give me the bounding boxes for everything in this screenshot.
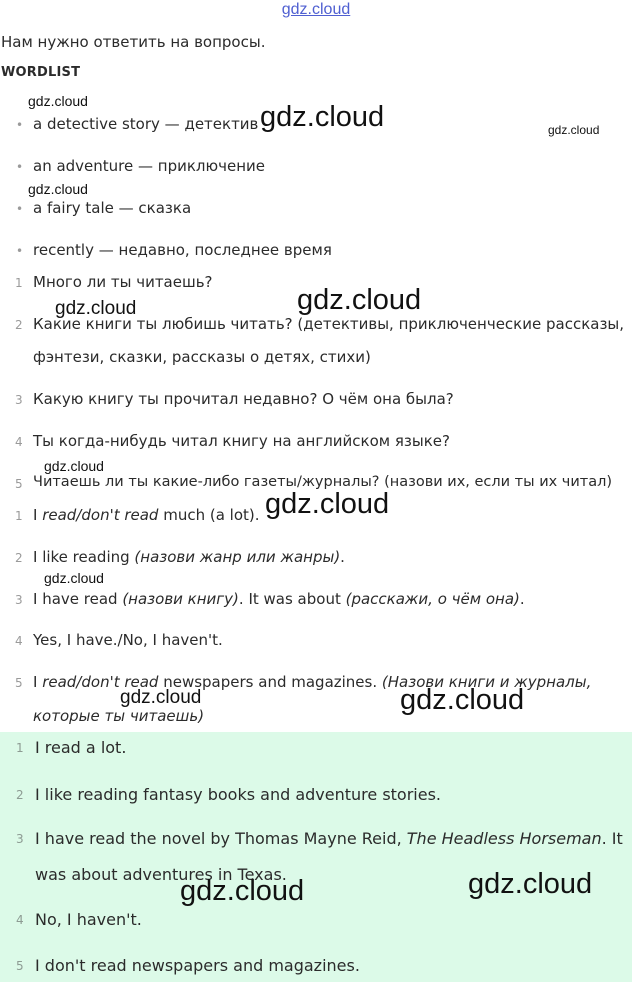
- answer-text-cont: was about adventures in Texas.: [35, 865, 287, 884]
- question-number: 3: [15, 393, 23, 407]
- question-number: 4: [15, 435, 23, 449]
- bullet-icon: •: [16, 244, 24, 258]
- question-text-cont: фэнтези, сказки, рассказы о детях, стихи): [33, 348, 371, 366]
- question-number: 5: [15, 477, 23, 491]
- answer-number: 2: [16, 788, 24, 802]
- answer-number: 3: [16, 832, 24, 846]
- answer-number: 1: [16, 741, 24, 755]
- watermark-logo: gdz.cloud: [468, 868, 593, 900]
- question-text: Много ли ты читаешь?: [33, 273, 213, 291]
- answer-text: I like reading fantasy books and adventure stories.: [35, 785, 442, 804]
- watermark-logo: gdz.cloud: [28, 181, 88, 197]
- watermark-logo: gdz.cloud: [28, 93, 88, 109]
- watermark-logo: gdz.cloud: [55, 298, 137, 319]
- question-text: Ты когда-нибудь читал книгу на английском языке?: [33, 432, 450, 450]
- answer-number: 5: [16, 959, 24, 973]
- bullet-icon: •: [16, 160, 24, 174]
- watermark-logo: gdz.cloud: [548, 123, 600, 137]
- template-text-cont: которые ты читаешь): [33, 707, 205, 725]
- template-number: 4: [15, 634, 23, 648]
- wordlist-item: an adventure — приключение: [33, 157, 266, 175]
- answer-text: I read a lot.: [35, 738, 127, 757]
- watermark-logo: gdz.cloud: [260, 101, 385, 133]
- answers-panel: [0, 732, 632, 982]
- question-text: Какую книгу ты прочитал недавно? О чём она была?: [33, 390, 454, 408]
- wordlist-item: a fairy tale — сказка: [33, 199, 192, 217]
- template-number: 3: [15, 593, 23, 607]
- watermark-logo: gdz.cloud: [265, 488, 390, 520]
- answer-number: 4: [16, 913, 24, 927]
- template-number: 2: [15, 551, 23, 565]
- template-number: 1: [15, 509, 23, 523]
- answer-text: I have read the novel by Thomas Mayne Reid, The Headless Horseman. It: [35, 829, 623, 848]
- template-text: I have read (назови книгу). It was about (расскажи, о чём она).: [33, 590, 525, 608]
- question-text: Читаешь ли ты какие-либо газеты/журналы? (назови их, если ты их читал): [33, 474, 613, 490]
- bullet-icon: •: [16, 118, 24, 132]
- question-number: 1: [15, 276, 23, 290]
- watermark-logo: gdz.cloud: [120, 687, 202, 708]
- template-text: Yes, I have./No, I haven't.: [33, 631, 223, 649]
- bullet-icon: •: [16, 202, 24, 216]
- wordlist-item: recently — недавно, последнее время: [33, 241, 332, 259]
- question-text: Какие книги ты любишь читать? (детективы, приключенческие рассказы,: [33, 315, 625, 333]
- top-watermark: gdz.cloud: [281, 1, 351, 18]
- intro-text: Нам нужно ответить на вопросы.: [1, 33, 266, 51]
- watermark-logo: gdz.cloud: [297, 284, 422, 316]
- watermark-logo: gdz.cloud: [44, 458, 104, 474]
- template-text: I read/don't read newspapers and magazines. (Назови книги и журналы,: [33, 673, 592, 691]
- wordlist-item: a detective story — детектив: [33, 115, 259, 133]
- watermark-logo: gdz.cloud: [180, 875, 305, 907]
- answer-text: No, I haven't.: [35, 910, 142, 929]
- template-text: I read/don't read much (a lot).: [33, 506, 260, 524]
- template-number: 5: [15, 676, 23, 690]
- wordlist-heading: WORDLIST: [1, 65, 81, 80]
- template-text: I like reading (назови жанр или жанры).: [33, 548, 345, 566]
- watermark-logo: gdz.cloud: [400, 684, 525, 716]
- watermark-logo: gdz.cloud: [44, 570, 104, 586]
- answer-text: I don't read newspapers and magazines.: [35, 956, 360, 975]
- question-number: 2: [15, 318, 23, 332]
